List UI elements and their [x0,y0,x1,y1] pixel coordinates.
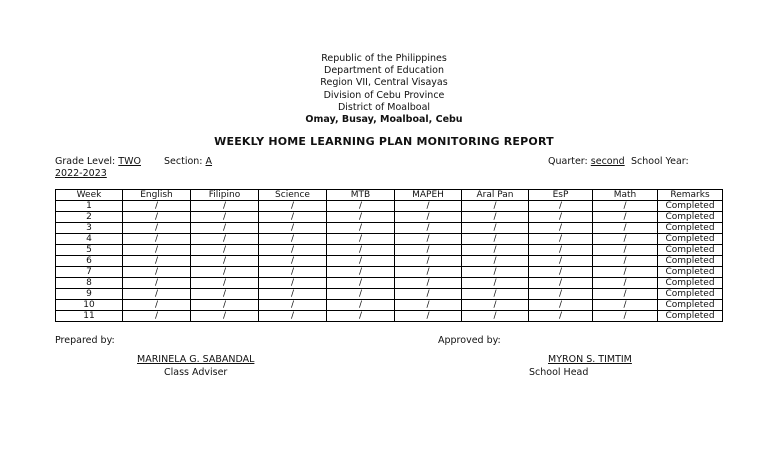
school-year-label: School Year: [631,156,689,167]
cell-mtb: / [327,311,395,322]
cell-filipino: / [191,234,259,245]
cell-remarks: Completed [658,289,723,300]
cell-week: 1 [56,201,123,212]
cell-science: / [259,300,327,311]
cell-week: 9 [56,289,123,300]
cell-mtb: / [327,267,395,278]
cell-math: / [593,300,658,311]
cell-aral-pan: / [462,201,529,212]
cell-aral-pan: / [462,212,529,223]
table-row [56,278,723,289]
cell-esp: / [529,212,593,223]
header-line-region: Region VII, Central Visayas [320,77,448,89]
cell-math: / [593,201,658,212]
table-row [56,289,723,300]
cell-math: / [593,245,658,256]
cell-aral-pan: / [462,311,529,322]
cell-remarks: Completed [658,234,723,245]
quarter [548,156,625,168]
header-mapeh: MAPEH [395,190,462,201]
prepared-by-label: Prepared by: [55,335,115,346]
cell-science: / [259,289,327,300]
cell-remarks: Completed [658,300,723,311]
cell-mtb: / [327,234,395,245]
cell-aral-pan: / [462,245,529,256]
cell-week: 10 [56,300,123,311]
cell-remarks: Completed [658,245,723,256]
cell-remarks: Completed [658,201,723,212]
cell-esp: / [529,223,593,234]
cell-filipino: / [191,212,259,223]
cell-english: / [123,267,191,278]
cell-aral-pan: / [462,223,529,234]
cell-science: / [259,201,327,212]
cell-week: 3 [56,223,123,234]
cell-week: 7 [56,267,123,278]
cell-week: 8 [56,278,123,289]
table-row [56,245,723,256]
cell-aral-pan: / [462,267,529,278]
cell-aral-pan: / [462,234,529,245]
cell-english: / [123,245,191,256]
header-line-department: Department of Education [324,65,444,77]
cell-filipino: / [191,201,259,212]
quarter-value: second [590,156,625,167]
cell-mapeh: / [395,300,462,311]
cell-math: / [593,289,658,300]
approved-by-label: Approved by: [438,335,501,346]
cell-esp: / [529,201,593,212]
cell-science: / [259,212,327,223]
cell-english: / [123,212,191,223]
grade-level [55,156,141,168]
header-aral-pan: Aral Pan [462,190,529,201]
cell-filipino: / [191,289,259,300]
quarter-label: Quarter: [548,156,588,167]
table-header-row [56,190,723,201]
cell-english: / [123,300,191,311]
cell-mapeh: / [395,267,462,278]
table-body [56,201,723,322]
cell-esp: / [529,234,593,245]
section-label: Section: [164,156,203,167]
cell-mapeh: / [395,245,462,256]
cell-week: 11 [56,311,123,322]
cell-remarks: Completed [658,256,723,267]
cell-mapeh: / [395,212,462,223]
cell-mapeh: / [395,278,462,289]
table-row [56,256,723,267]
table-row [56,234,723,245]
cell-math: / [593,267,658,278]
cell-remarks: Completed [658,311,723,322]
header-line-republic: Republic of the Philippines [321,53,447,64]
cell-english: / [123,278,191,289]
document-header [0,53,768,126]
cell-mtb: / [327,201,395,212]
cell-week: 5 [56,245,123,256]
cell-filipino: / [191,267,259,278]
cell-mtb: / [327,256,395,267]
cell-mapeh: / [395,223,462,234]
header-english: English [123,190,191,201]
cell-math: / [593,223,658,234]
section [164,156,212,168]
cell-mtb: / [327,223,395,234]
cell-week: 6 [56,256,123,267]
cell-remarks: Completed [658,212,723,223]
cell-english: / [123,311,191,322]
header-line-district: District of Moalboal [337,101,431,113]
cell-math: / [593,256,658,267]
prepared-by-name: MARINELA G. SABANDAL [137,354,255,365]
cell-week: 4 [56,234,123,245]
cell-remarks: Completed [658,267,723,278]
cell-science: / [259,245,327,256]
cell-english: / [123,256,191,267]
cell-remarks: Completed [658,223,723,234]
report-title: WEEKLY HOME LEARNING PLAN MONITORING REPORT [214,135,554,148]
cell-science: / [259,256,327,267]
grade-label: Grade Level: [55,156,116,167]
table-row [56,267,723,278]
cell-english: / [123,289,191,300]
cell-mapeh: / [395,289,462,300]
cell-science: / [259,278,327,289]
cell-mtb: / [327,278,395,289]
cell-filipino: / [191,300,259,311]
cell-math: / [593,234,658,245]
cell-filipino: / [191,278,259,289]
header-filipino: Filipino [191,190,259,201]
prepared-by-role: Class Adviser [164,367,228,378]
table-row [56,300,723,311]
header-esp: EsP [529,190,593,201]
cell-english: / [123,201,191,212]
cell-esp: / [529,300,593,311]
cell-filipino: / [191,223,259,234]
header-line-division: Division of Cebu Province [323,89,445,101]
cell-aral-pan: / [462,289,529,300]
cell-filipino: / [191,311,259,322]
cell-week: 2 [56,212,123,223]
grade-value: TWO [118,156,141,167]
header-science: Science [259,190,327,201]
cell-esp: / [529,245,593,256]
cell-esp: / [529,256,593,267]
header-week: Week [56,190,123,201]
cell-filipino: / [191,245,259,256]
header-math: Math [593,190,658,201]
cell-mapeh: / [395,256,462,267]
cell-aral-pan: / [462,256,529,267]
section-value: A [205,156,213,167]
cell-mapeh: / [395,234,462,245]
cell-math: / [593,278,658,289]
cell-english: / [123,223,191,234]
cell-aral-pan: / [462,278,529,289]
cell-esp: / [529,278,593,289]
cell-esp: / [529,311,593,322]
header-mtb: MTB [327,190,395,201]
cell-mtb: / [327,245,395,256]
cell-mapeh: / [395,201,462,212]
cell-mapeh: / [395,311,462,322]
school-address: Omay, Busay, Moalboal, Cebu [305,114,463,126]
cell-science: / [259,234,327,245]
monitoring-table [55,189,723,322]
cell-esp: / [529,289,593,300]
school-year-value: 2022-2023 [55,168,107,179]
table-row [56,212,723,223]
cell-mtb: / [327,289,395,300]
cell-math: / [593,212,658,223]
cell-filipino: / [191,256,259,267]
table-row [56,201,723,212]
approved-by-role: School Head [529,367,589,378]
approved-by-name: MYRON S. TIMTIM [548,354,632,365]
cell-science: / [259,223,327,234]
cell-mtb: / [327,212,395,223]
table-row [56,311,723,322]
header-remarks: Remarks [658,190,723,201]
cell-math: / [593,311,658,322]
table-row [56,223,723,234]
cell-esp: / [529,267,593,278]
cell-english: / [123,234,191,245]
cell-science: / [259,267,327,278]
cell-remarks: Completed [658,278,723,289]
cell-aral-pan: / [462,300,529,311]
cell-science: / [259,311,327,322]
cell-mtb: / [327,300,395,311]
